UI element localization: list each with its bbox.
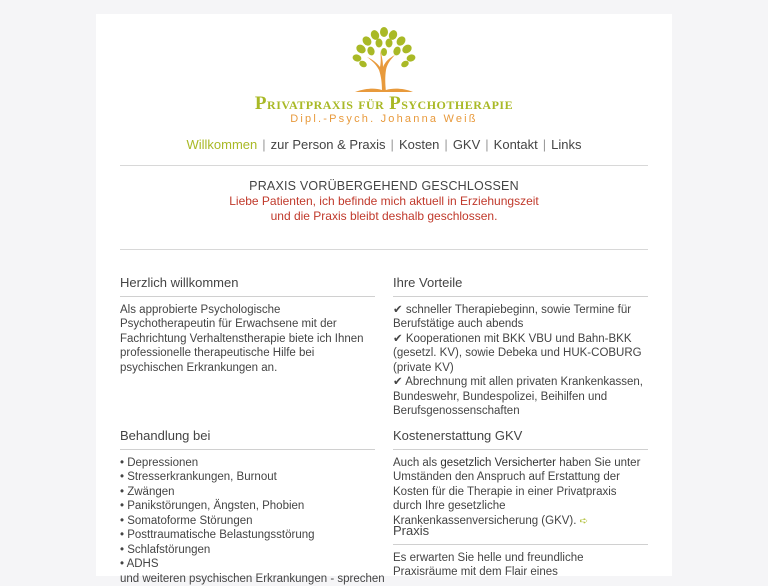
- nav-separator: |: [262, 137, 265, 152]
- treatment-list: [120, 456, 375, 572]
- divider: [120, 249, 648, 250]
- closure-notice: [120, 179, 648, 224]
- nav-separator: |: [444, 137, 447, 152]
- divider: [120, 165, 648, 166]
- list-item: • Somatoforme Störungen: [120, 514, 375, 529]
- praxis-heading: Praxis: [393, 524, 648, 545]
- list-item: • Stresserkrankungen, Burnout: [120, 470, 375, 485]
- main-navigation: [96, 137, 672, 152]
- notice-line-2: und die Praxis bleibt deshalb geschlossen.: [120, 209, 648, 224]
- list-item: • Posttraumatische Belastungsstörung: [120, 528, 375, 543]
- brand-subtitle: Dipl.-Psych. Johanna Weiß: [96, 113, 672, 126]
- list-item: • Panikstörungen, Ängsten, Phobien: [120, 499, 375, 514]
- welcome-heading: Herzlich willkommen: [120, 276, 375, 297]
- advantages-list: [393, 303, 648, 419]
- brand-title: Privatpraxis für Psychotherapie: [96, 95, 672, 113]
- gkv-link[interactable]: gesetzlich Versicherter: [440, 457, 556, 469]
- praxis-line-2: Praxisräume mit dem Flair eines: [393, 565, 648, 580]
- list-item: • Schlafstörungen: [120, 543, 375, 558]
- nav-links[interactable]: Links: [546, 137, 586, 152]
- welcome-text: Als approbierte Psychologische Psychotherapeutin für Erwachsene mit der Fachrichtung Verhaltenstherapie biete ich Ihnen professionelle therapeutische Hilfe bei psychischen Erkrankungen an.: [120, 303, 375, 376]
- tree-logo-icon: [349, 26, 419, 94]
- treatment-heading: Behandlung bei: [120, 429, 375, 450]
- notice-title: PRAXIS VORÜBERGEHEND GESCHLOSSEN: [120, 179, 648, 194]
- advantages-section: [393, 276, 648, 419]
- arrow-link-icon[interactable]: ➪: [580, 516, 588, 527]
- nav-separator: |: [391, 137, 394, 152]
- nav-kontakt[interactable]: Kontakt: [489, 137, 543, 152]
- list-item: ✔ Abrechnung mit allen privaten Krankenkassen, Bundeswehr, Bundespolizei, Beihilfen und Berufsgenossenschaften: [393, 375, 648, 419]
- list-item: • Zwängen: [120, 485, 375, 500]
- logo[interactable]: [96, 26, 672, 126]
- gkv-heading: Kostenerstattung GKV: [393, 429, 648, 450]
- list-item: ✔ schneller Therapiebeginn, sowie Termine für Berufstätige auch abends: [393, 303, 648, 332]
- page-container: [96, 14, 672, 576]
- list-item: ✔ Kooperationen mit BKK VBU und Bahn-BKK (gesetzl. KV), sowie Debeka und HUK-COBURG (private KV): [393, 332, 648, 376]
- treatment-section: [120, 429, 375, 586]
- nav-person-praxis[interactable]: zur Person & Praxis: [266, 137, 391, 152]
- gkv-section: [393, 429, 648, 529]
- praxis-section: [393, 524, 648, 580]
- advantages-heading: Ihre Vorteile: [393, 276, 648, 297]
- gkv-text: Auch als gesetzlich Versicherter haben Sie unter Umständen den Anspruch auf Erstattung der Kosten für die Therapie in einer Privatpraxis durch Ihre gesetzliche Krankenkassenversicherung (GKV). ➪: [393, 456, 648, 530]
- nav-gkv[interactable]: GKV: [448, 137, 485, 152]
- treatment-footer: und weiteren psychischen Erkrankungen - sprechen: [120, 572, 375, 586]
- praxis-line-1: Es erwarten Sie helle und freundliche: [393, 551, 648, 566]
- list-item: • Depressionen: [120, 456, 375, 471]
- nav-willkommen[interactable]: Willkommen: [181, 137, 262, 152]
- nav-kosten[interactable]: Kosten: [394, 137, 444, 152]
- nav-separator: |: [485, 137, 488, 152]
- welcome-section: [120, 276, 375, 375]
- list-item: • ADHS: [120, 557, 375, 572]
- nav-separator: |: [543, 137, 546, 152]
- notice-line-1: Liebe Patienten, ich befinde mich aktuell in Erziehungszeit: [120, 194, 648, 209]
